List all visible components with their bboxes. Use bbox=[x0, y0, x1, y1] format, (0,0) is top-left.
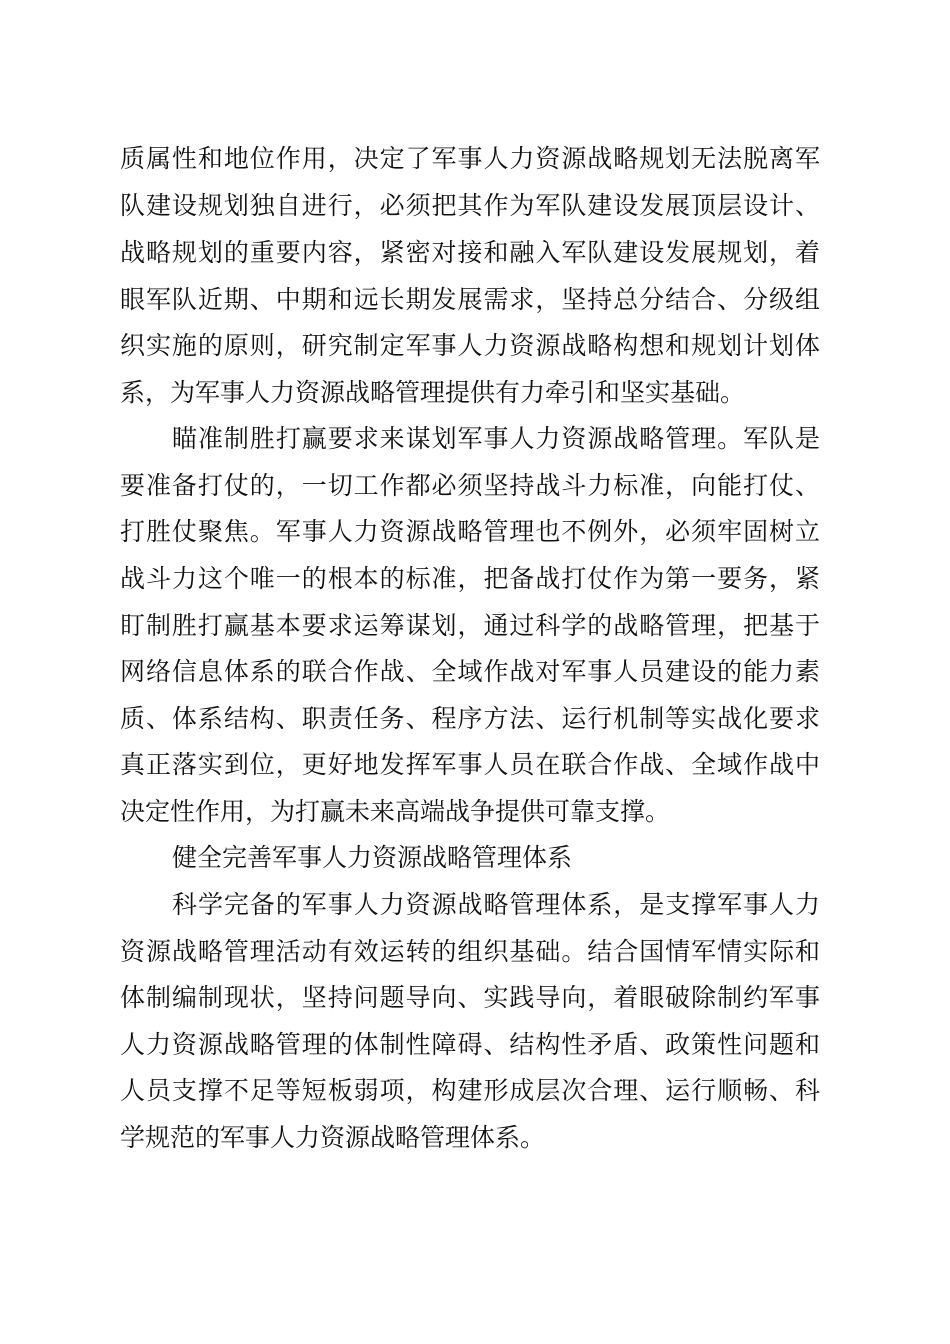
text-line: 要准备打仗的，一切工作都必须坚持战斗力标准，向能打仗、 bbox=[120, 471, 820, 500]
section-heading: 健全完善军事人力资源战略管理体系 bbox=[172, 843, 573, 872]
text-line: 人员支撑不足等短板弱项，构建形成层次合理、运行顺畅、科 bbox=[120, 1076, 820, 1105]
text-line: 人力资源战略管理的体制性障碍、结构性矛盾、政策性问题和 bbox=[120, 1030, 820, 1059]
text-line: 战斗力这个唯一的根本的标准，把备战打仗作为第一要务，紧 bbox=[120, 564, 820, 593]
text-line: 队建设规划独自进行，必须把其作为军队建设发展顶层设计、 bbox=[120, 191, 820, 220]
paragraph-first-line: 瞄准制胜打赢要求来谋划军事人力资源战略管理。军队是 bbox=[172, 424, 820, 453]
text-line: 盯制胜打赢基本要求运筹谋划，通过科学的战略管理，把基于 bbox=[120, 611, 820, 640]
text-line: 战略规划的重要内容，紧密对接和融入军队建设发展规划，着 bbox=[120, 238, 820, 267]
text-line: 质、体系结构、职责任务、程序方法、运行机制等实战化要求 bbox=[120, 704, 820, 733]
paragraph-first-line: 科学完备的军事人力资源战略管理体系，是支撑军事人力 bbox=[172, 890, 820, 919]
text-line: 系，为军事人力资源战略管理提供有力牵引和坚实基础。 bbox=[120, 378, 746, 407]
text-line: 打胜仗聚焦。军事人力资源战略管理也不例外，必须牢固树立 bbox=[120, 517, 820, 546]
text-line: 体制编制现状，坚持问题导向、实践导向，着眼破除制约军事 bbox=[120, 983, 820, 1012]
text-line: 织实施的原则，研究制定军事人力资源战略构想和规划计划体 bbox=[120, 331, 820, 360]
text-line: 决定性作用，为打赢未来高端战争提供可靠支撑。 bbox=[120, 797, 671, 826]
text-line: 学规范的军事人力资源战略管理体系。 bbox=[120, 1123, 546, 1152]
text-line: 资源战略管理活动有效运转的组织基础。结合国情军情实际和 bbox=[120, 937, 820, 966]
text-line: 网络信息体系的联合作战、全域作战对军事人员建设的能力素 bbox=[120, 657, 820, 686]
text-line: 质属性和地位作用，决定了军事人力资源战略规划无法脱离军 bbox=[120, 144, 820, 173]
text-line: 真正落实到位，更好地发挥军事人员在联合作战、全域作战中 bbox=[120, 750, 820, 779]
text-line: 眼军队近期、中期和远长期发展需求，坚持总分结合、分级组 bbox=[120, 285, 820, 314]
